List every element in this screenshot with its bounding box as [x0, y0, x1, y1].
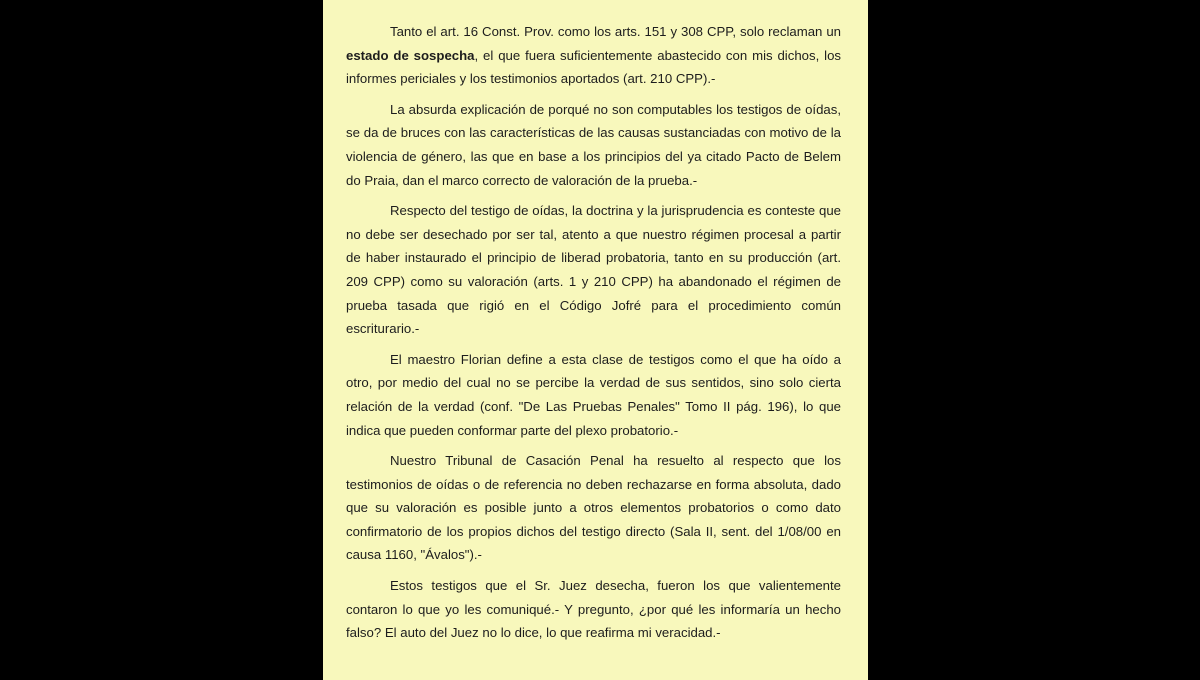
document-page — [323, 0, 868, 680]
paragraph-1 — [346, 20, 841, 91]
paragraph-4: El maestro Florian define a esta clase de testigos como el que ha oído a otro, por medio del cual no se percibe la verdad de sus sentidos, sino solo cierta relación de la verdad (conf. "De Las Pruebas Penales" Tomo II pág. 196), lo que indica que pueden conformar parte del plexo probatorio.- — [346, 351, 841, 438]
paragraph-1-bold-phrase: estado de sospecha — [346, 47, 475, 63]
paragraph-6: Estos testigos que el Sr. Juez desecha, fueron los que valientemente contaron lo que yo les comuniqué.- Y pregunto, ¿por qué les informaría un hecho falso? El auto del Juez no lo dice, lo que reafirma mi veracidad.- — [346, 578, 841, 641]
paragraph-1-text-end: , el que fuera suficientemente abastecido con mis dichos, los informes periciales y los testimonios aportados (art. 210 CPP).- — [346, 47, 841, 87]
paragraph-3: Respecto del testigo de oídas, la doctrina y la jurisprudencia es conteste que no debe ser desechado por ser tal, atento a que nuestro régimen procesal a partir de haber instaurado el principio de liberad probatoria, tanto en su producción (art. 209 CPP) como su valoración (arts. 1 y 210 CPP) ha abandonado el régimen de prueba tasada que rigió en el Código Jofré para el procedimiento común escriturario.- — [346, 203, 841, 337]
paragraph-2: La absurda explicación de porqué no son computables los testigos de oídas, se da de bruces con las características de las causas sustanciadas con motivo de la violencia de género, las que en base a los principios del ya citado Pacto de Belem do Praia, dan el marco correcto de valoración de la prueba.- — [346, 101, 841, 188]
paragraph-1-text-start: Tanto el art. 16 Const. Prov. como los arts. 151 y 308 CPP, solo reclaman un — [390, 24, 841, 39]
paragraph-5: Nuestro Tribunal de Casación Penal ha resuelto al respecto que los testimonios de oídas o de referencia no deben rechazarse en forma absoluta, dado que su valoración es posible junto a otros elementos probatorios o como dato confirmatorio de los propios dichos del testigo directo (Sala II, sent. del 1/08/00 en causa 1160, "Ávalos").- — [346, 453, 841, 563]
